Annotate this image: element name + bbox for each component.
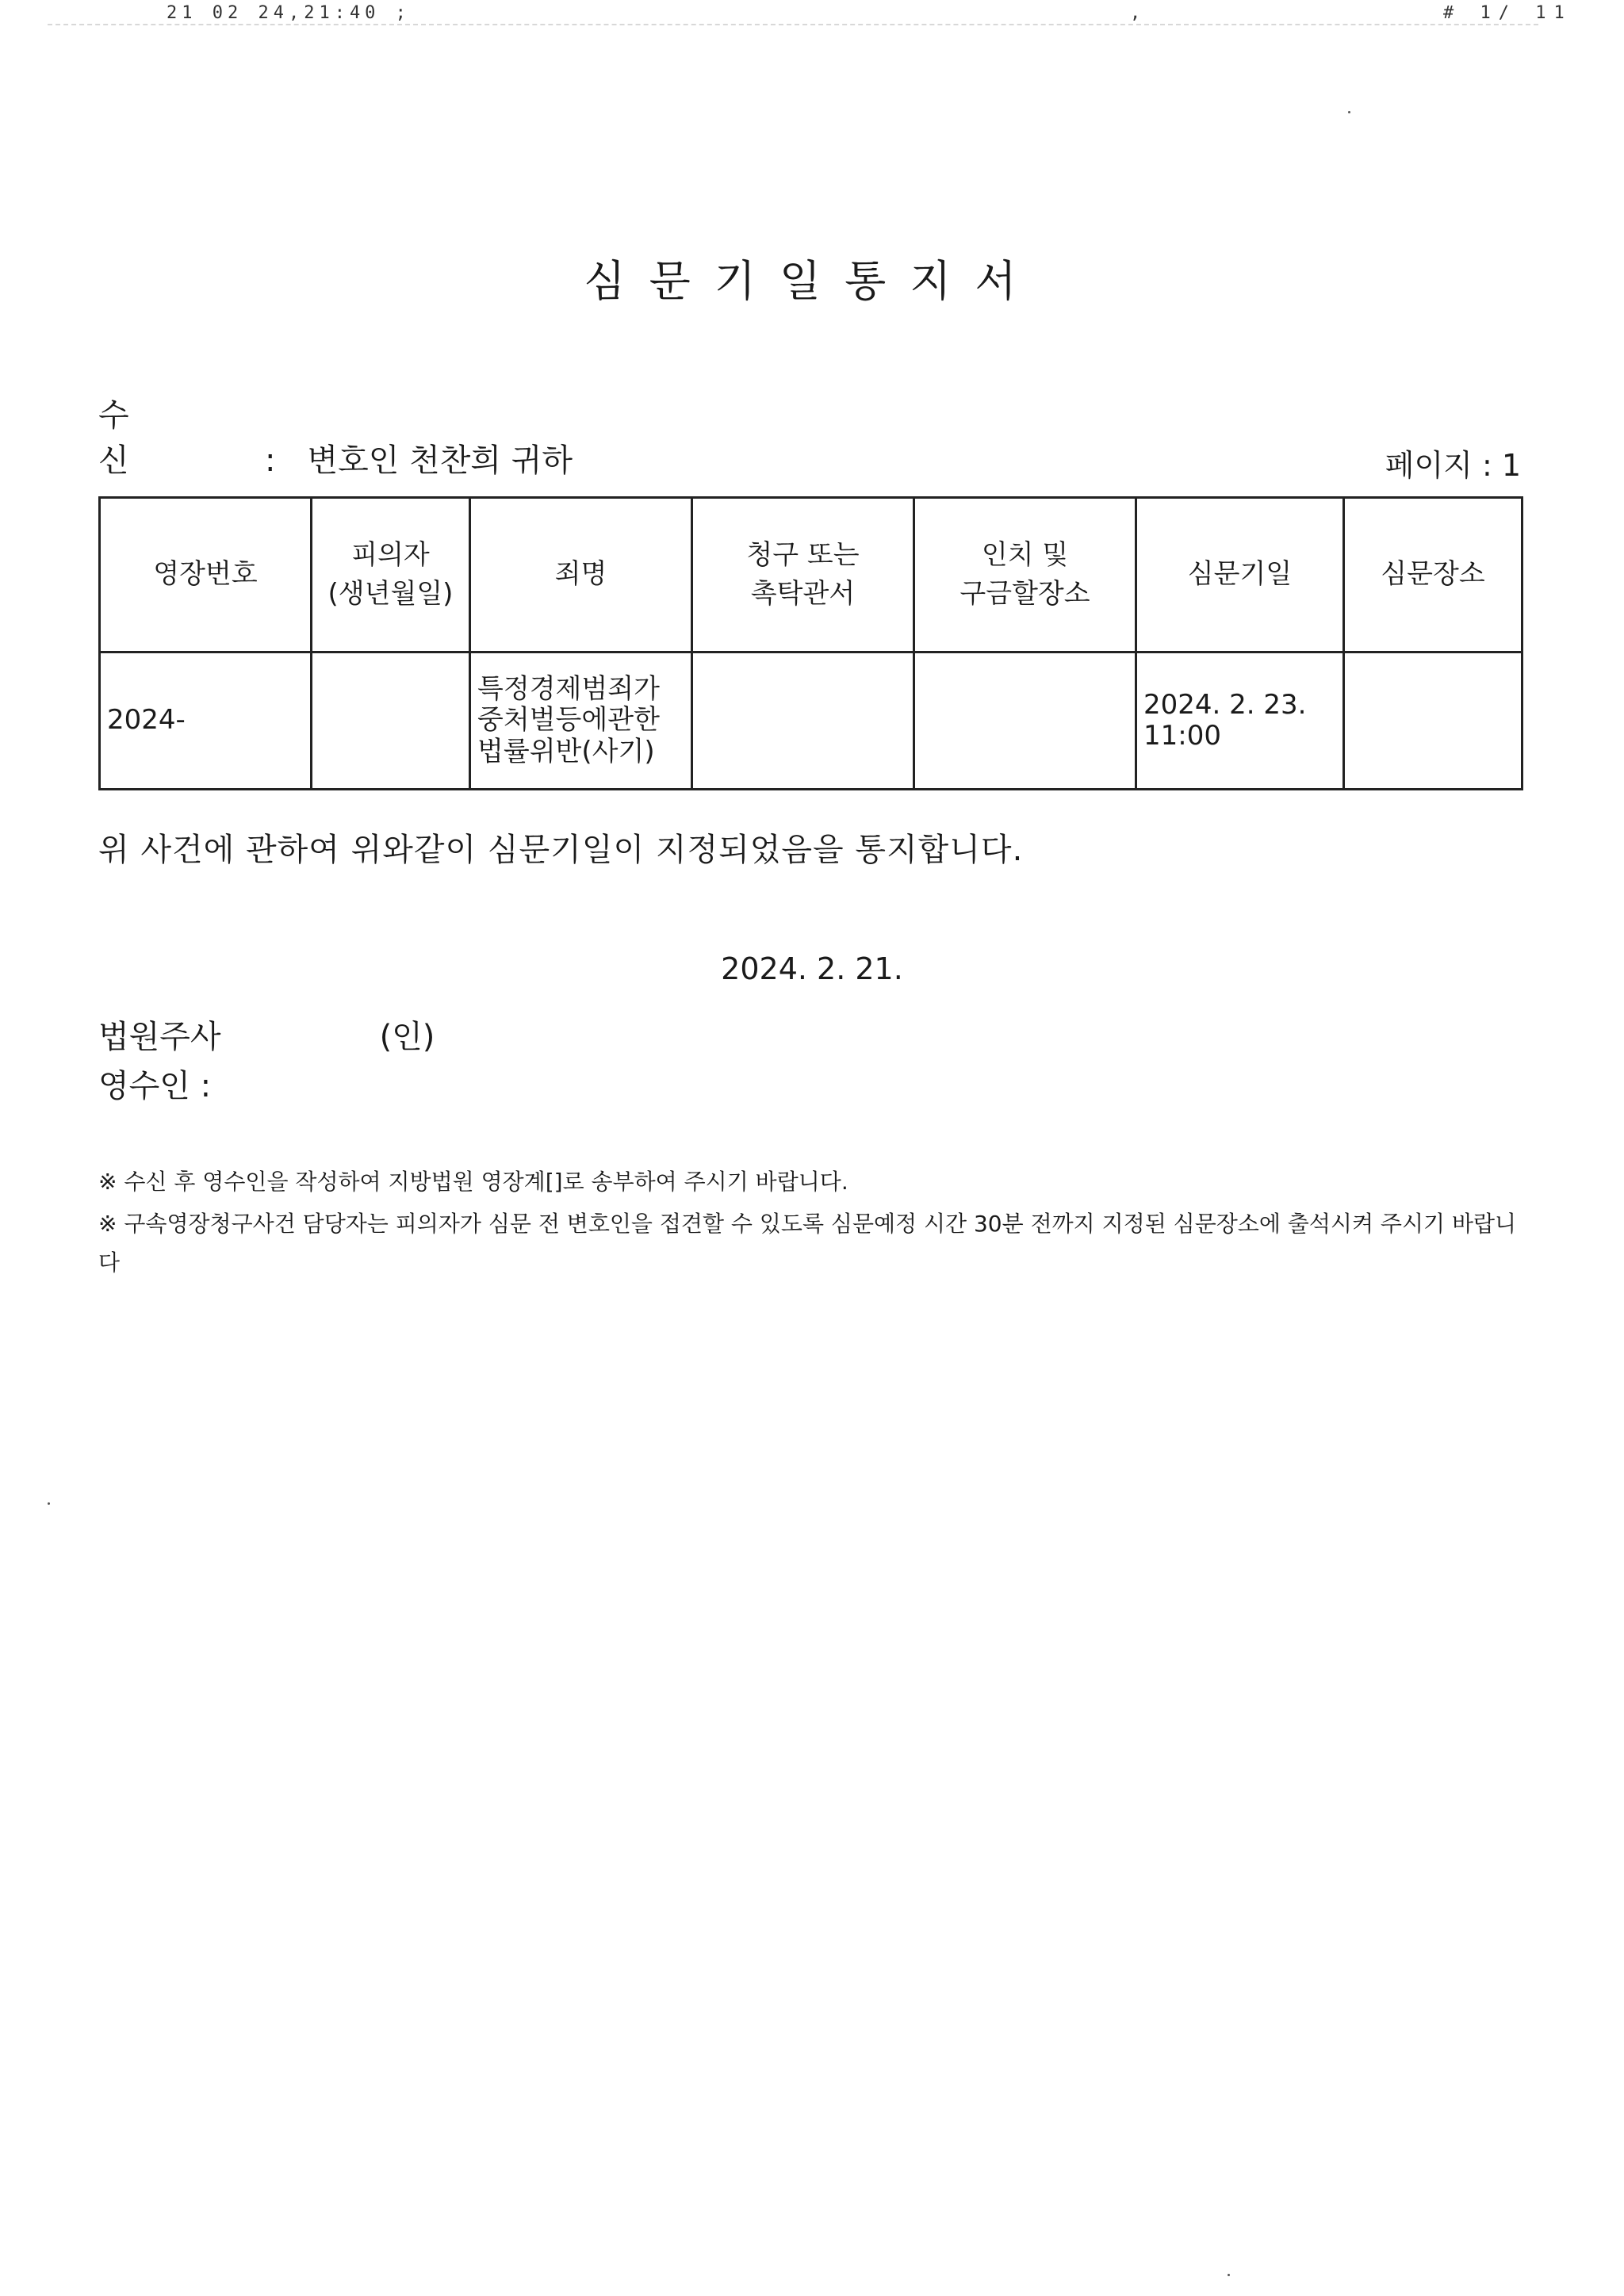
hearing-table [98,496,1523,790]
notes-section [98,1162,1534,1285]
recipient-line [98,390,573,480]
fax-timestamp: 21 02 24,21:40 ; [167,3,411,23]
cell-hearing-date: 2024. 2. 23. 11:00 [1136,652,1344,790]
cell-detention-place [914,652,1136,790]
header-requesting-office: 청구 또는 촉탁관서 [692,498,914,652]
cell-suspect [312,652,470,790]
table-header-row [100,498,1522,652]
cell-hearing-place [1344,652,1522,790]
recipient-value: 변호인 천찬희 귀하 [307,442,573,479]
clerk-seal: (인) [379,1019,435,1055]
fax-separator: , [1130,3,1141,23]
clerk-line [98,1012,435,1057]
notice-statement: 위 사건에 관하여 위와같이 심문기일이 지정되었음을 통지합니다. [98,832,1024,868]
document-title: 심문기일통지서 [584,256,1040,306]
page-number: 페이지 : 1 [1385,448,1521,483]
note-item: ※ 구속영장청구사건 담당자는 피의자가 심문 전 변호인을 접견할 수 있도록 심문예정 시간 30분 전까지 지정된 심문장소에 출석시켜 주시기 바랍니다 [98,1211,1517,1276]
cell-warrant-no: 2024- [100,652,312,790]
note-item: ※ 수신 후 영수인을 작성하여 지방법원 영장계[]로 송부하여 주시기 바랍니다. [98,1169,848,1195]
header-detention-place: 인치 및 구금할장소 [914,498,1136,652]
scan-speck [1348,111,1350,113]
header-hearing-date: 심문기일 [1136,498,1344,652]
clerk-label: 법원주사 [98,1019,221,1055]
header-offense: 죄명 [470,498,692,652]
fax-page-counter: # 1/ 11 [1443,3,1572,23]
header-suspect: 피의자 (생년월일) [312,498,470,652]
fax-divider [48,24,1538,25]
document-date: 2024. 2. 21. [721,951,903,986]
header-warrant-no: 영장번호 [100,498,312,652]
table-row [100,652,1522,790]
scan-speck [1228,2274,1230,2276]
recipient-colon: : [265,442,276,479]
cell-requesting-office [692,652,914,790]
scan-speck [48,1502,50,1505]
receiver-line: 영수인 : [98,1068,212,1104]
cell-offense: 특정경제범죄가 중처벌등에관한 법률위반(사기) [470,652,692,790]
recipient-label: 수 신 [98,397,169,479]
header-hearing-place: 심문장소 [1344,498,1522,652]
